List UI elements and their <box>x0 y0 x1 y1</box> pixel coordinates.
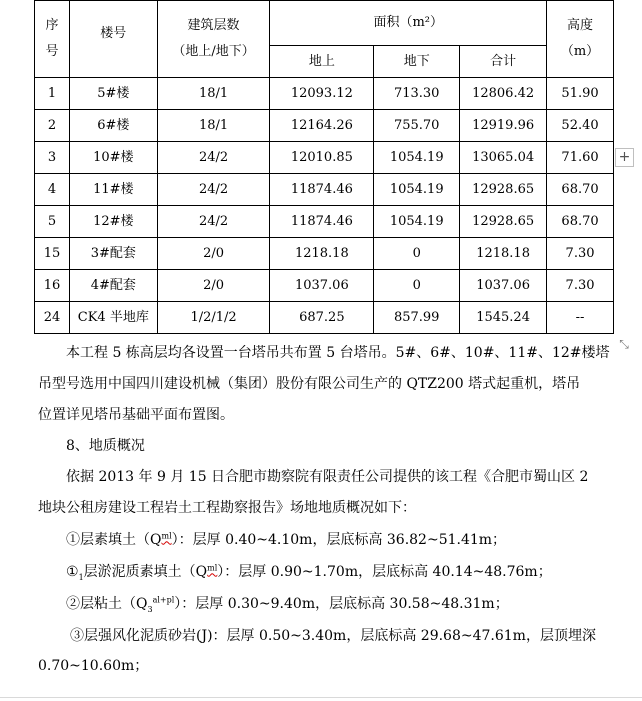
table-row <box>35 238 614 270</box>
table-header-row <box>35 1 614 46</box>
cell-below: 0 <box>374 238 460 270</box>
soil-layer-1-label: ①层素填土（Q <box>66 532 162 548</box>
header-below: 地下 <box>374 46 460 78</box>
cell-building: 4#配套 <box>69 270 157 302</box>
cell-total: 12806.42 <box>460 78 547 110</box>
cell-below: 0 <box>374 270 460 302</box>
soil-layer-1-desc: ）：层厚 0.40~4.10m，层底标高 36.82~51.41m； <box>171 532 507 548</box>
cell-floors: 24/2 <box>157 174 270 206</box>
cell-above: 11874.46 <box>270 206 374 238</box>
cell-total: 1218.18 <box>460 238 547 270</box>
cell-seq: 3 <box>35 142 70 174</box>
soil-layer-2-sub: 3 <box>147 604 153 614</box>
cell-floors: 24/2 <box>157 206 270 238</box>
table-row <box>35 302 614 334</box>
cell-seq: 4 <box>35 174 70 206</box>
section-title: 8、地质概况 <box>66 438 145 454</box>
cell-floors: 2/0 <box>157 270 270 302</box>
soil-layer-2-sup: al+pl <box>152 595 175 605</box>
cell-below: 857.99 <box>374 302 460 334</box>
table-row <box>35 110 614 142</box>
cell-above: 12164.26 <box>270 110 374 142</box>
header-building-label: 楼号 <box>100 26 127 41</box>
cell-height: 68.70 <box>547 206 614 238</box>
paragraph-line: 本工程 5 栋高层均各设置一台塔吊共布置 5 台塔吊。5#、6#、10#、11#、12#楼塔 <box>66 345 610 361</box>
header-above: 地上 <box>270 46 374 78</box>
header-height-unit: （m） <box>560 44 600 59</box>
cell-height: 68.70 <box>547 174 614 206</box>
cell-height: 7.30 <box>547 238 614 270</box>
header-seq-bottom: 号 <box>45 44 59 59</box>
soil-layer-1 <box>66 532 506 548</box>
cell-height: 71.60 <box>547 142 614 174</box>
soil-layer-1-sup: ml <box>161 531 172 541</box>
paragraph-line: 地块公租房建设工程岩土工程勘察报告》场地地质概况如下： <box>38 500 416 516</box>
soil-layer-1-1-mark: ① <box>66 564 79 580</box>
soil-layer-2 <box>66 596 509 612</box>
paragraph-line: 吊型号选用中国四川建设机械（集团）股份有限公司生产的 QTZ200 塔式起重机，塔吊 <box>38 376 581 392</box>
page-bottom-divider <box>0 697 642 698</box>
cell-floors: 18/1 <box>157 78 270 110</box>
cell-seq: 1 <box>35 78 70 110</box>
cell-seq: 24 <box>35 302 70 334</box>
cell-above: 1037.06 <box>270 270 374 302</box>
header-floors-label: 建筑层数 <box>187 18 240 33</box>
cell-total: 1545.24 <box>460 302 547 334</box>
table-row <box>35 78 614 110</box>
cell-above: 687.25 <box>270 302 374 334</box>
table-resize-icon[interactable]: ⤡ <box>619 337 629 351</box>
header-area <box>270 1 547 46</box>
soil-layer-3: ③层强风化泥质砂岩(J)：层厚 0.50~3.40m，层底标高 29.68~47.61m，层顶埋深 <box>70 628 596 644</box>
cell-building: 10#楼 <box>69 142 157 174</box>
table-row <box>35 174 614 206</box>
cell-below: 1054.19 <box>374 142 460 174</box>
cell-building: CK4 半地库 <box>69 302 157 334</box>
cell-below: 755.70 <box>374 110 460 142</box>
cell-floors: 24/2 <box>157 142 270 174</box>
cell-building: 11#楼 <box>69 174 157 206</box>
cell-total: 12919.96 <box>460 110 547 142</box>
cell-total: 1037.06 <box>460 270 547 302</box>
soil-layer-1-1-desc: ）：层厚 0.90~1.70m，层底标高 40.14~48.76m； <box>217 564 552 580</box>
cell-floors: 18/1 <box>157 110 270 142</box>
soil-layer-2-desc: ）：层厚 0.30~9.40m，层底标高 30.58~48.31m； <box>174 596 509 612</box>
cell-building: 12#楼 <box>69 206 157 238</box>
cell-height: 7.30 <box>547 270 614 302</box>
cell-height: 51.90 <box>547 78 614 110</box>
header-floors-sub: （地上/地下） <box>172 44 255 59</box>
cell-floors: 2/0 <box>157 238 270 270</box>
table-add-row-button[interactable]: + <box>615 148 634 167</box>
cell-above: 12010.85 <box>270 142 374 174</box>
cell-building: 5#楼 <box>69 78 157 110</box>
cell-height: 52.40 <box>547 110 614 142</box>
header-total: 合计 <box>460 46 547 78</box>
soil-layer-1-1 <box>66 564 552 580</box>
cell-above: 11874.46 <box>270 174 374 206</box>
soil-layer-1-1-sub: 1 <box>78 572 84 582</box>
building-spec-table <box>34 0 614 334</box>
header-area-label: 面积（m²） <box>373 15 444 30</box>
cell-height: -- <box>547 302 614 334</box>
paragraph-line: 依据 2013 年 9 月 15 日合肥市勘察院有限责任公司提供的该工程《合肥市蜀山区 2 <box>66 469 589 485</box>
header-building <box>69 1 157 78</box>
header-height <box>547 1 614 78</box>
soil-layer-1-1-sup: ml <box>207 563 218 573</box>
cell-building: 6#楼 <box>69 110 157 142</box>
cell-above: 12093.12 <box>270 78 374 110</box>
table-row <box>35 142 614 174</box>
cell-seq: 16 <box>35 270 70 302</box>
header-seq <box>35 1 70 78</box>
soil-layer-1-1-label: 层淤泥质素填土（Q <box>83 564 208 580</box>
cell-seq: 5 <box>35 206 70 238</box>
soil-layer-3-cont: 0.70~10.60m； <box>38 658 149 674</box>
cell-total: 12928.65 <box>460 206 547 238</box>
table-row <box>35 206 614 238</box>
header-floors <box>157 1 270 78</box>
cell-total: 12928.65 <box>460 174 547 206</box>
cell-below: 1054.19 <box>374 206 460 238</box>
cell-seq: 2 <box>35 110 70 142</box>
cell-building: 3#配套 <box>69 238 157 270</box>
soil-layer-2-label: ②层粘土（Q <box>66 596 148 612</box>
cell-floors: 1/2/1/2 <box>157 302 270 334</box>
cell-total: 13065.04 <box>460 142 547 174</box>
cell-above: 1218.18 <box>270 238 374 270</box>
cell-below: 1054.19 <box>374 174 460 206</box>
table-row <box>35 270 614 302</box>
header-height-label: 高度 <box>567 18 594 33</box>
paragraph-line: 位置详见塔吊基础平面布置图。 <box>38 407 234 423</box>
header-seq-top: 序 <box>45 18 59 33</box>
cell-below: 713.30 <box>374 78 460 110</box>
cell-seq: 15 <box>35 238 70 270</box>
